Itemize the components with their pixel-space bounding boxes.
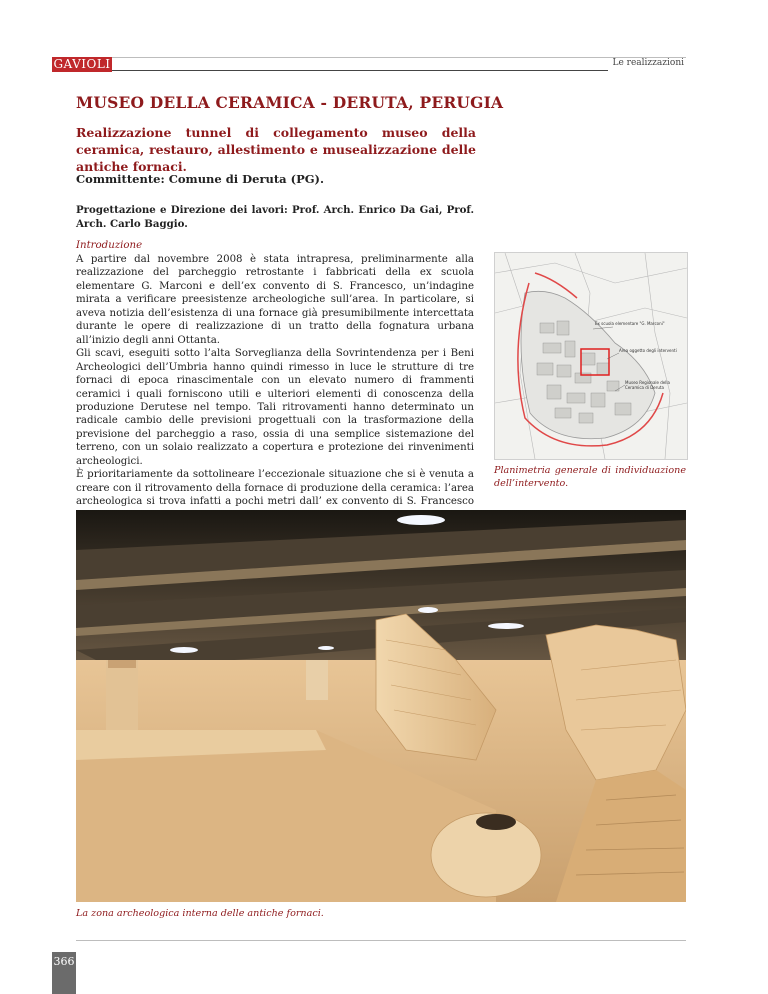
archaeological-photo-drawing	[76, 510, 686, 902]
section-label: Le realizzazioni	[612, 58, 684, 68]
site-map-drawing	[495, 253, 687, 459]
page-number: 366	[53, 955, 75, 968]
article-title: MUSEO DELLA CERAMICA - DERUTA, PERUGIA	[76, 93, 504, 112]
map-caption: Planimetria generale di individuazione dell’intervento.	[494, 465, 686, 489]
map-label-scuola: Ex scuola elementare "G. Marconi"	[595, 321, 665, 326]
brand-badge: GAVIOLI	[53, 57, 111, 71]
article-subtitle: Realizzazione tunnel di collegamento museo della ceramica, restauro, allestimento e musealizzazione delle antiche fornaci.	[76, 125, 476, 174]
footer-rule	[76, 940, 686, 941]
header-rule-inner	[112, 70, 608, 71]
photo-caption: La zona archeologica interna delle antiche fornaci.	[76, 908, 324, 919]
paragraph-1: A partire dal novembre 2008 è stata intrapresa, preliminarmente alla realizzazione del parcheggio retrostante i fabbricati della ex scuola elementare G. Marconi e dell’ex convento di S. Francesco, un’indagine mirata a verificare preesistenze archeologiche sull’area. In particolare, si aveva notizia dell’esistenza di una fornace già presumibilmente intercettata durante le opere di realizzazione di un tratto della fognatura urbana all’inizio degli anni Ottanta.	[76, 254, 474, 346]
intro-heading: Introduzione	[76, 240, 143, 251]
archaeological-photo	[76, 510, 686, 902]
paragraph-2: Gli scavi, eseguiti sotto l’alta Sorveglianza della Sovrintendenza per i Beni Archeologici dell’Umbria hanno quindi rimesso in luce le strutture di tre fornaci di epoca rinascimentale con un elevato numero di frammenti ceramici i quali forniscono utili e ulteriori elementi di conoscenza della produzione Derutese nel tempo. Tali ritrovamenti hanno determinato un radicale cambio delle previsioni progettuali con la trasformazione della previsione del parcheggio a raso, ossia di una semplice sistemazione del terreno, con un solaio realizzato a copertura e protezione dei rinvenimenti archeologici.	[76, 348, 474, 467]
header-rule	[52, 57, 686, 58]
paragraph-3: È prioritariamente da sottolineare l’eccezionale situazione che si è venuta a creare con il ritrovamento della fornace di produzione della ceramica: l’area archeologica si trova infatti a pochi metri dall’ ex convento di S. Francesco	[76, 469, 474, 508]
site-map	[494, 252, 688, 460]
map-label-museo: Museo Regionale della Ceramica di Deruta	[625, 380, 670, 390]
client-line: Committente: Comune di Deruta (PG).	[76, 172, 324, 186]
body-text	[76, 253, 474, 536]
design-credits: Progettazione e Direzione dei lavori: Prof. Arch. Enrico Da Gai, Prof. Arch. Carlo Baggio.	[76, 204, 474, 230]
map-label-area: Area oggetto degli interventi	[619, 348, 677, 353]
